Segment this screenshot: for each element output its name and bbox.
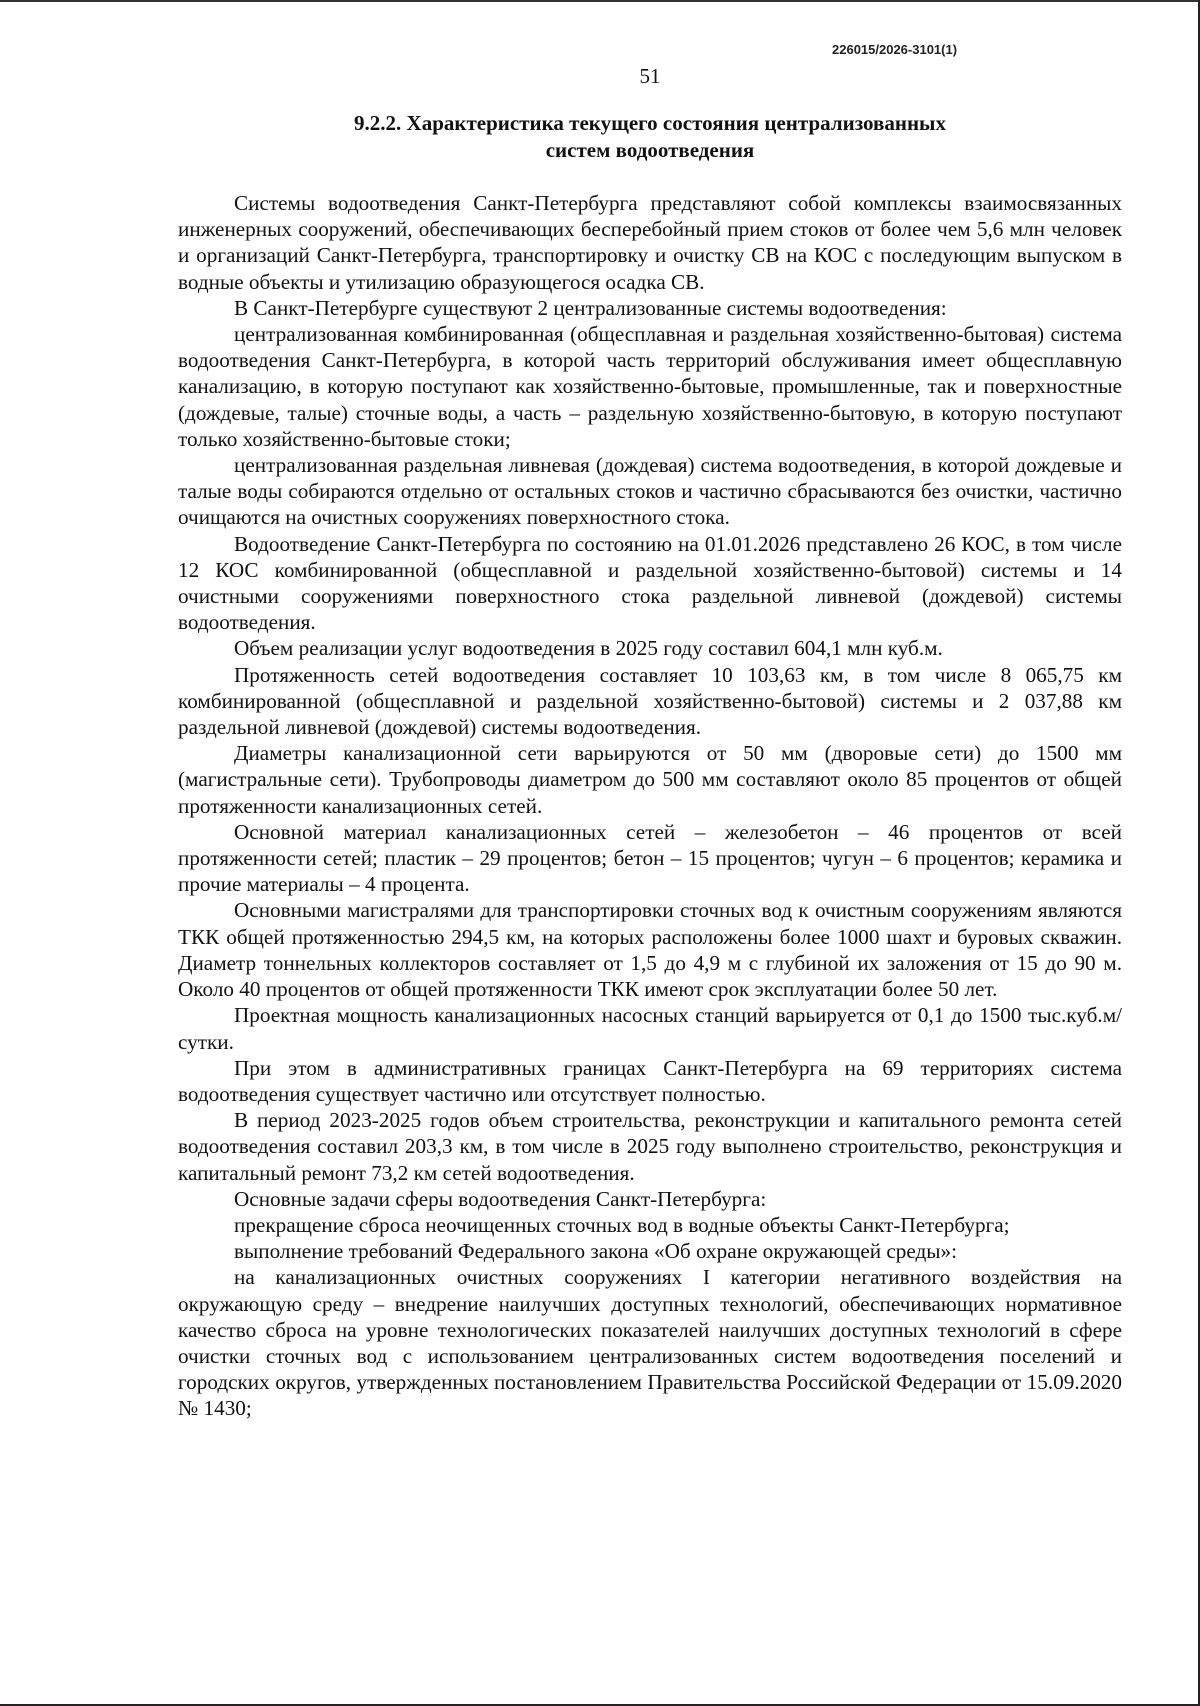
paragraph: Водоотведение Санкт-Петербурга по состоянию на 01.01.2026 представлено 26 КОС, в том числе 12 КОС комбинированной (общесплавной и раздельной хозяйственно-бытовой) системы и 14 очистными сооружениями поверхностного стока раздельной ливневой (дождевой) системы водоотведения.: [178, 531, 1122, 635]
section-title: [180, 110, 1120, 164]
paragraph: прекращение сброса неочищенных сточных вод в водные объекты Санкт-Петербурга;: [234, 1212, 1010, 1237]
paragraph: централизованная комбинированная (общесплавная и раздельная хозяйственно-бытовая) система водоотведения Санкт-Петербурга, в которой часть территорий обслуживания имеет общесплавную канализацию, в которую поступают как хозяйственно-бытовые, промышленные, так и поверхностные (дождевые, талые) сточные воды, а часть – раздельную хозяйственно-бытовую, в которую поступают только хозяйственно-бытовые стоки;: [178, 322, 1122, 451]
paragraph: Объем реализации услуг водоотведения в 2025 году составил 604,1 млн куб.м.: [234, 636, 943, 661]
paragraph: централизованная раздельная ливневая (дождевая) система водоотведения, в которой дождевые и талые воды собираются отдельно от остальных стоков и частично сбрасываются без очистки, частично очищаются на очистных сооружениях поверхностного стока.: [178, 453, 1122, 530]
document-id: 226015/2026-3101(1): [832, 42, 958, 57]
paragraph: В период 2023-2025 годов объем строительства, реконструкции и капитального ремонта сетей водоотведения составил 203,3 км, в том числе в 2025 году выполнено строительство, реконструкция и капитальный ремонт 73,2 км сетей водоотведения.: [178, 1108, 1122, 1185]
paragraph: Основными магистралями для транспортировки сточных вод к очистным сооружениям являются ТКК общей протяженностью 294,5 км, на которых расположены более 1000 шахт и буровых скважин. Диаметр тоннельных коллекторов составляет от 1,5 до 4,9 м с глубиной их заложения от 15 до 90 м. Около 40 процентов от общей протяженности ТКК имеют срок эксплуатации более 50 лет.: [178, 898, 1122, 1002]
paragraph: Основные задачи сферы водоотведения Санкт-Петербурга:: [234, 1186, 767, 1211]
section-title-line-1: 9.2.2. Характеристика текущего состояния централизованных: [354, 111, 946, 135]
scan-top-edge: [0, 0, 1200, 2]
paragraph: При этом в административных границах Санкт-Петербурга на 69 территориях система водоотведения существует частично или отсутствует полностью.: [178, 1055, 1122, 1106]
paragraph: Протяженность сетей водоотведения составляет 10 103,63 км, в том числе 8 065,75 км комбинированной (общесплавной и раздельной хозяйственно-бытовой) системы и 2 037,88 км раздельной ливневой (дождевой) системы водоотведения.: [178, 662, 1122, 740]
document-body: [178, 190, 1122, 1422]
paragraph: В Санкт-Петербурге существуют 2 централизованные системы водоотведения:: [234, 295, 947, 320]
page-number: 51: [639, 64, 661, 88]
paragraph: выполнение требований Федерального закона «Об охране окружающей среды»:: [234, 1239, 958, 1264]
paragraph: Проектная мощность канализационных насосных станций варьируется от 0,1 до 1500 тыс.куб.м/сутки.: [178, 1003, 1122, 1054]
paragraph: Диаметры канализационной сети варьируются от 50 мм (дворовые сети) до 1500 мм (магистральные сети). Трубопроводы диаметром до 500 мм составляют около 85 процентов от общей протяженности канализационных сетей.: [178, 741, 1122, 818]
paragraph: Основной материал канализационных сетей – железобетон – 46 процентов от всей протяженности сетей; пластик – 29 процентов; бетон – 15 процентов; чугун – 6 процентов; керамика и прочие материалы – 4 процента.: [178, 819, 1122, 897]
paragraph: Системы водоотведения Санкт-Петербурга представляют собой комплексы взаимосвязанных инженерных сооружений, обеспечивающих бесперебойный прием стоков от более чем 5,6 млн человек и организаций Санкт-Петербурга, транспортировку и очистку СВ на КОС с последующим выпуском в водные объекты и утилизацию образующегося осадка СВ.: [178, 191, 1122, 294]
section-title-line-2: систем водоотведения: [545, 138, 755, 162]
paragraph: на канализационных очистных сооружениях I категории негативного воздействия на окружающую среду – внедрение наилучших доступных технологий, обеспечивающих нормативное качество сброса на уровне технологических показателей наилучших доступных технологий в сфере очистки сточных вод с использованием централизованных систем водоотведения поселений и городских округов, утвержденных постановлением Правительства Российской Федерации от 15.09.2020 № 1430;: [178, 1265, 1122, 1421]
